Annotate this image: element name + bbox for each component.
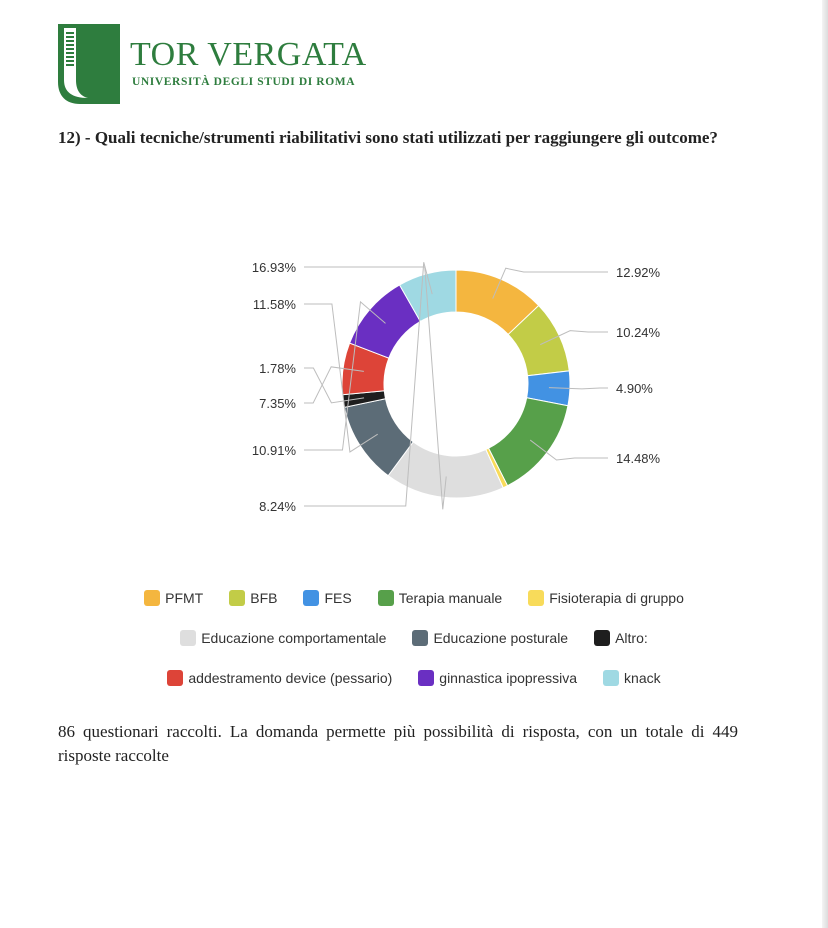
legend-item [594,630,648,646]
data-label: 14.48% [616,451,661,466]
legend-label: Educazione posturale [433,630,569,646]
data-label: 16.93% [251,260,296,275]
responses-note: 86 questionari raccolti. La domanda permette più possibilità di risposta, con un totale di 449 risposte raccolte [58,722,738,765]
logo-subtitle: UNIVERSITÀ DEGLI STUDI DI ROMA [132,76,356,88]
legend-row [0,626,828,650]
data-label: 12.92% [616,265,661,280]
legend-item [412,630,568,646]
donut-chart [0,230,828,530]
question-text: 12) - Quali tecniche/strumenti riabilitativi sono stati utilizzati per raggiungere gli outcome? [58,128,718,147]
legend-label: Terapia manuale [398,590,503,606]
legend-label: BFB [250,590,278,606]
legend-row [0,666,828,690]
logo-mark-icon [58,24,120,104]
logo-title: TOR VERGATA [130,36,367,73]
data-label: 10.91% [251,443,296,458]
data-label: 4.90% [616,381,653,396]
legend-label: FES [324,590,352,606]
legend-swatch [167,670,183,686]
legend-item [167,670,392,686]
legend-item [418,670,577,686]
legend-item [303,590,351,606]
legend-label: PFMT [165,590,204,606]
legend-label: addestramento device (pessario) [188,670,393,686]
data-label: 11.58% [252,297,296,312]
legend-swatch [418,670,434,686]
legend-label: Educazione comportamentale [201,630,387,646]
legend-label: Fisioterapia di gruppo [549,590,684,606]
legend-swatch [229,590,245,606]
legend-label: knack [624,670,661,686]
legend-label: Altro: [615,630,648,646]
university-logo [58,24,367,108]
legend-item [378,590,503,606]
legend-item [229,590,277,606]
legend-swatch [603,670,619,686]
legend-swatch [144,590,160,606]
legend-label: ginnastica ipopressiva [439,670,578,686]
legend-item [180,630,386,646]
legend-swatch [594,630,610,646]
chart-legend [0,586,828,706]
legend-swatch [303,590,319,606]
data-label: 8.24% [259,499,296,514]
legend-swatch [378,590,394,606]
data-label: 7.35% [259,396,296,411]
donut-chart-svg [0,230,828,530]
legend-swatch [528,590,544,606]
legend-swatch [412,630,428,646]
legend-swatch [180,630,196,646]
legend-item [144,590,203,606]
data-label: 1.78% [259,361,296,376]
data-label: 10.24% [616,325,661,340]
legend-item [528,590,684,606]
legend-row [0,586,828,610]
legend-item [603,670,661,686]
